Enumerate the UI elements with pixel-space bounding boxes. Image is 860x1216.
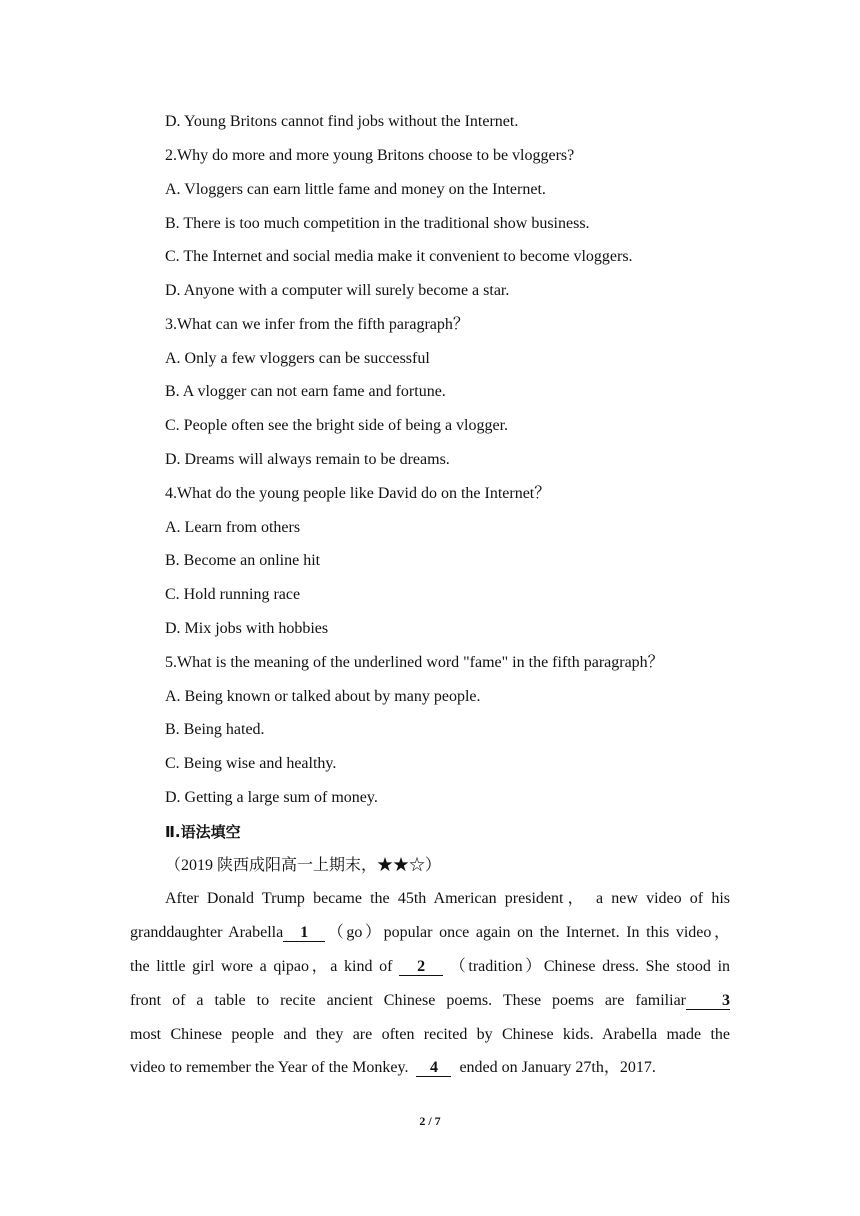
q5-option-b: B. Being hated. (165, 721, 265, 738)
q4-option-b: B. Become an online hit (165, 552, 321, 569)
paragraph-line-5: most Chinese people and they are often recited by Chinese kids. Arabella made the (130, 1026, 730, 1043)
q3-option-d: D. Dreams will always remain to be dreams. (165, 451, 450, 468)
paragraph-line-1 (165, 889, 730, 909)
blank-4[interactable]: 4 (416, 1059, 451, 1077)
q1-option-d: D. Young Britons cannot find jobs without the Internet. (165, 113, 519, 130)
q2-option-c: C. The Internet and social media make it convenient to become vloggers. (165, 248, 633, 265)
paragraph-line-6 (130, 1058, 656, 1078)
q2-option-a: A. Vloggers can earn little fame and money on the Internet. (165, 181, 546, 198)
q5-option-d: D. Getting a large sum of money. (165, 789, 378, 806)
q3-option-b: B. A vlogger can not earn fame and fortune. (165, 383, 446, 400)
paragraph-text: front of a table to recite ancient Chinese poems. These poems are familiar (130, 992, 686, 1009)
paragraph-text: After Donald Trump became the 45th American president， a new video of his (165, 890, 730, 907)
page-number: 2 / 7 (419, 1114, 441, 1128)
paragraph-line-3 (130, 957, 730, 977)
blank-1[interactable]: 1 (283, 924, 325, 942)
blank-2[interactable]: 2 (399, 958, 443, 976)
q5-option-a: A. Being known or talked about by many people. (165, 688, 481, 705)
q4-option-a: A. Learn from others (165, 519, 301, 536)
q5-option-c: C. Being wise and healthy. (165, 755, 337, 772)
q3-option-c: C. People often see the bright side of being a vlogger. (165, 417, 509, 434)
paragraph-text: ended on January 27th，2017. (459, 1059, 656, 1076)
paragraph-text: the little girl wore a qipao，a kind of (130, 958, 393, 975)
paragraph-line-4 (130, 991, 730, 1011)
paragraph-text: granddaughter Arabella (130, 924, 284, 941)
paragraph-text: video to remember the Year of the Monkey. (130, 1059, 409, 1076)
question-3: 3.What can we infer from the fifth paragraph？ (165, 316, 469, 333)
paragraph-line-2 (130, 923, 730, 943)
q4-option-d: D. Mix jobs with hobbies (165, 620, 329, 637)
paragraph-text: （tradition）Chinese dress. She stood in (449, 958, 731, 975)
q2-option-d: D. Anyone with a computer will surely become a star. (165, 282, 510, 299)
q3-option-a: A. Only a few vloggers can be successful (165, 350, 430, 367)
question-4: 4.What do the young people like David do on the Internet？ (165, 485, 551, 502)
section-source: （2019 陕西成阳高一上期末，★★☆） (165, 857, 442, 874)
question-2: 2.Why do more and more young Britons choose to be vloggers? (165, 147, 575, 164)
question-5: 5.What is the meaning of the underlined word "fame" in the fifth paragraph？ (165, 654, 664, 671)
section-title: Ⅱ.语法填空 (165, 823, 241, 841)
q4-option-c: C. Hold running race (165, 586, 301, 603)
paragraph-text: （go）popular once again on the Internet. In this video， (325, 924, 730, 941)
q2-option-b: B. There is too much competition in the traditional show business. (165, 215, 590, 232)
blank-3[interactable]: 3 (686, 992, 730, 1010)
